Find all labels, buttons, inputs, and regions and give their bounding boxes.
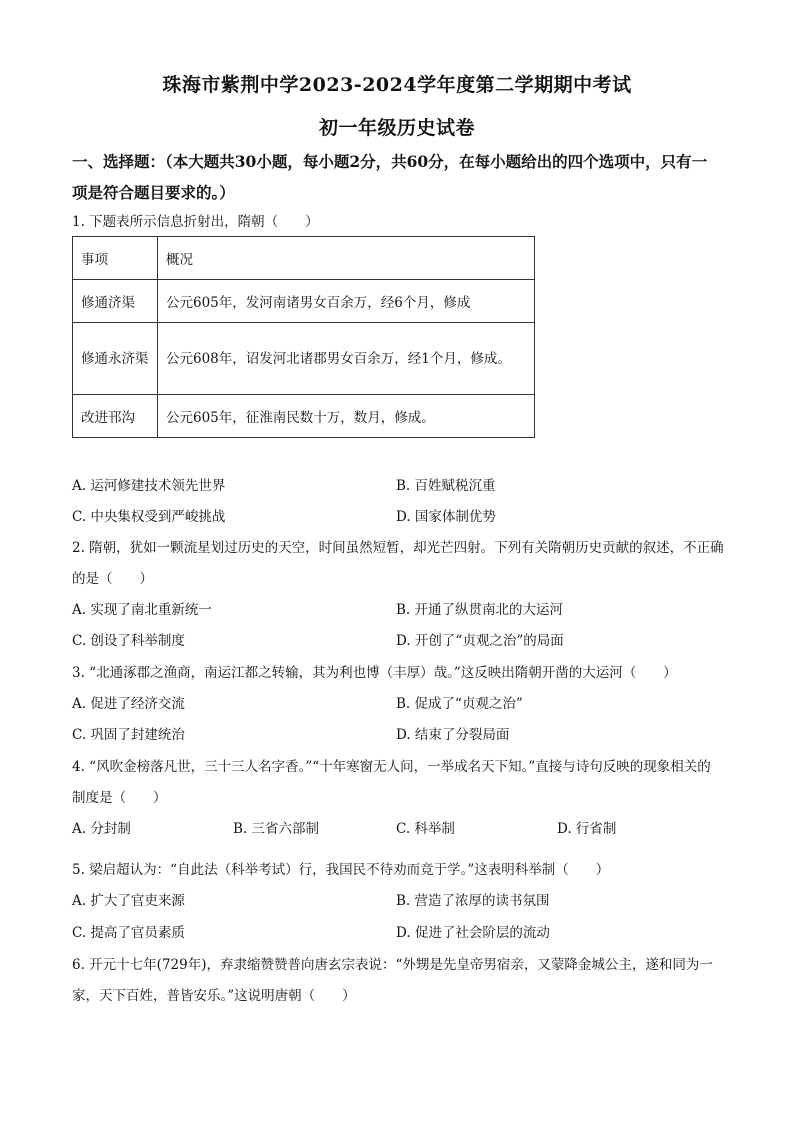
q1-option-b: B. 百姓赋税沉重 <box>396 478 496 494</box>
table-cell: 公元608年，诏发河北诸郡男女百余万，经1个月，修成。 <box>158 323 535 395</box>
section-heading: 一、选择题：（本大题共30小题，每小题2分，共60分，在每小题给出的四个选项中，只有一项是符合题目要求的。） <box>72 152 708 202</box>
q3-option-a: A. 促进了经济交流 <box>72 696 185 712</box>
table-cell: 公元605年，发河南诸男女百余万，经6个月，修成 <box>158 280 535 323</box>
question-5-stem: 5. 梁启超认为：“自此法（科举考试）行，我国民不待劝而竞于学。”这表明科举制（ ） <box>72 862 610 878</box>
q5-option-a: A. 扩大了官吏来源 <box>72 893 185 909</box>
table-cell: 公元605年，征淮南民数十万，数月，修成。 <box>158 395 535 438</box>
q1-option-d: D. 国家体制优势 <box>396 509 496 525</box>
question-1-stem: 1. 下题表所示信息折射出，隋朝（ ） <box>72 214 319 230</box>
q4-option-b: B. 三省六部制 <box>233 821 320 837</box>
q5-option-b: B. 营造了浓厚的读书氛围 <box>396 893 550 909</box>
table-header-cell: 概况 <box>158 237 535 280</box>
question-4-stem: 4. “风吹金榜落凡世，三十三人名字香。”“十年寒窗无人问，一举成名天下知。”直接与诗句反映的现象相关的制度是（ ） <box>72 759 711 806</box>
q2-option-b: B. 开通了纵贯南北的大运河 <box>396 602 564 618</box>
q3-option-b: B. 促成了“贞观之治” <box>396 696 523 712</box>
q3-option-c: C. 巩固了封建统治 <box>72 727 185 743</box>
q1-option-c: C. 中央集权受到严峻挑战 <box>72 509 226 525</box>
exam-title: 珠海市紫荆中学2023-2024学年度第二学期期中考试 <box>162 74 632 96</box>
table-cell: 改进邗沟 <box>73 395 158 438</box>
q4-option-a: A. 分封制 <box>72 821 131 837</box>
table-row <box>73 323 535 395</box>
question-6-stem: 6. 开元十七年(729年)，弃隶缩赞赞普向唐玄宗表说：“外甥是先皇帝男宿亲，又蒙降金城公主，遂和同为一家，天下百姓，普皆安乐。”这说明唐朝（ ） <box>72 957 713 1004</box>
table-header-cell: 事项 <box>73 237 158 280</box>
table-header-row <box>73 237 535 280</box>
q5-option-d: D. 促进了社会阶层的流动 <box>396 925 550 941</box>
q1-option-a: A. 运河修建技术领先世界 <box>72 478 226 494</box>
q2-option-c: C. 创设了科举制度 <box>72 633 185 649</box>
q4-option-c: C. 科举制 <box>396 821 455 837</box>
q3-option-d: D. 结束了分裂局面 <box>396 727 510 743</box>
exam-subtitle: 初一年级历史试卷 <box>318 117 475 139</box>
question-3-stem: 3. “北通涿郡之渔商，南运江都之转输，其为利也博（丰厚）哉。”这反映出隋朝开凿的大运河（ ） <box>72 665 677 681</box>
question-1-table <box>72 236 535 438</box>
q2-option-d: D. 开创了“贞观之治”的局面 <box>396 633 564 649</box>
q2-option-a: A. 实现了南北重新统一 <box>72 602 212 618</box>
table-row <box>73 395 535 438</box>
question-2-stem: 2. 隋朝，犹如一颗流星划过历史的天空，时间虽然短暂，却光芒四射。下列有关隋朝历史贡献的叙述，不正确的是（ ） <box>72 540 724 587</box>
q5-option-c: C. 提高了官员素质 <box>72 925 185 941</box>
table-cell: 修通济渠 <box>73 280 158 323</box>
table-row <box>73 280 535 323</box>
q4-option-d: D. 行省制 <box>557 821 617 837</box>
table-cell: 修通永济渠 <box>73 323 158 395</box>
